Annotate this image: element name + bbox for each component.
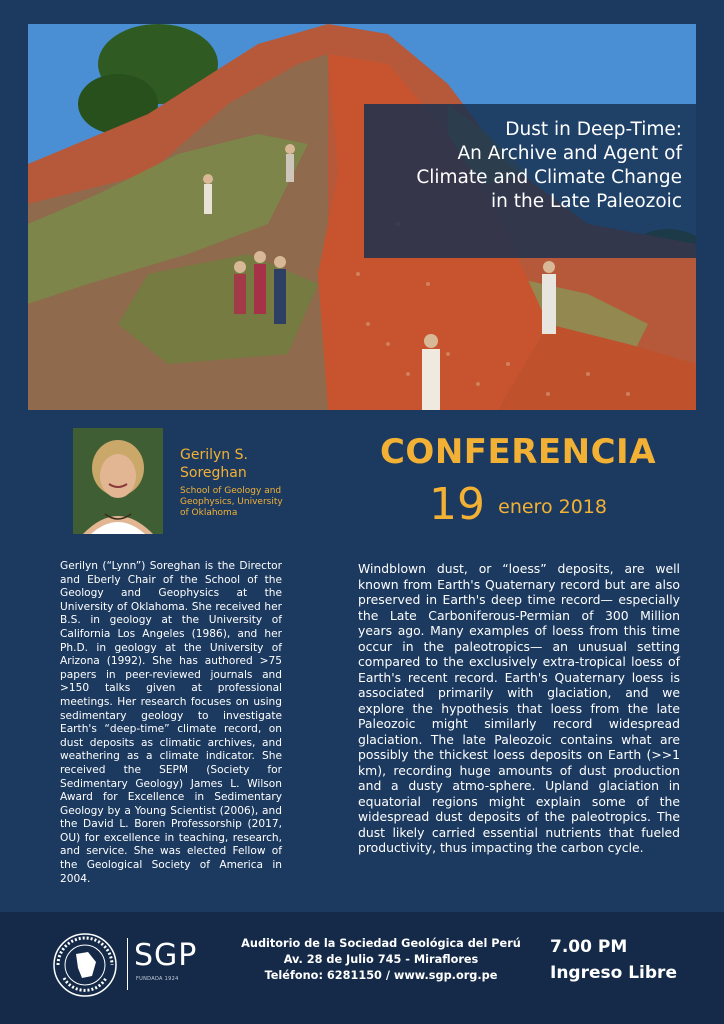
speaker-name-line: Soreghan: [180, 465, 247, 481]
event-time-info: [550, 934, 677, 986]
speaker-affiliation-line: School of Geology and: [180, 486, 282, 496]
speaker-portrait: [73, 428, 163, 534]
speaker-name-line: Gerilyn S.: [180, 447, 248, 463]
event-admission: Ingreso Libre: [550, 963, 677, 983]
speaker-affiliation-line: of Oklahoma: [180, 508, 238, 518]
hero-photo: [28, 24, 696, 410]
footer: [0, 912, 724, 1024]
conference-month-year: enero 2018: [498, 496, 607, 518]
event-title-line: Climate and Climate Change: [416, 167, 682, 188]
top-border: [0, 0, 724, 24]
event-title-box: [364, 104, 696, 258]
logo-divider: [127, 938, 128, 990]
conference-day: 19: [429, 479, 486, 530]
speaker-affiliation: [180, 486, 310, 519]
event-title-line: Dust in Deep-Time:: [505, 119, 682, 140]
sgp-logo-text: SGP: [134, 938, 198, 973]
sgp-logo-subtext: FUNDADA 1924: [136, 976, 179, 982]
venue-info: [236, 936, 526, 984]
speaker-name: [180, 446, 310, 482]
abstract-text: Windblown dust, or “loess” deposits, are well known from Earth's Quaternary record but are also preserved in Earth's deep time record— especially the Late Carboniferous-Permian of 300 Million years ago. Many examples of loess from this time occur in the paleotropics— an unusual setting compared to the exclusively extra-tropical loess of Earth's recent record. Earth's Quaternary loess is associated primarily with glaciation, and we explore the hypothesis that loess from the late Paleozoic might similarly record widespread glaciation. The late Paleozoic contains what are possibly the thickest loess deposits on Earth (>>1 km), recording huge amounts of dust production and a dusty atmo-sphere. Upland glaciation in equatorial regions might explain some of the widespread dust deposits of the paleotropics. The dust likely carried essential nutrients that fueled productivity, thus impacting the carbon cycle.: [358, 561, 680, 855]
event-title-line: An Archive and Agent of: [457, 143, 682, 164]
sgp-seal-icon: [52, 932, 118, 998]
speaker-affiliation-line: Geophysics, University: [180, 497, 283, 507]
venue-line: Auditorio de la Sociedad Geológica del Perú: [241, 937, 521, 950]
conference-label: CONFERENCIA: [379, 432, 657, 472]
event-title-line: in the Late Paleozoic: [491, 191, 682, 212]
venue-line: Teléfono: 6281150 / www.sgp.org.pe: [264, 969, 498, 982]
conference-date: [370, 480, 666, 530]
venue-line: Av. 28 de Julio 745 - Miraflores: [283, 953, 479, 966]
speaker-bio: Gerilyn (“Lynn”) Soreghan is the Director and Eberly Chair of the School of the Geology and Geophysics at the University of Oklahoma. She received her B.S. in geology at the University of California Los Angeles (1986), and her Ph.D. in geology at the University of Arizona (1992). She has authored >75 papers in peer-reviewed journals and >150 talks given at professional meetings. Her research focuses on using sedimentary geology to investigate Earth's “deep-time” climate record, on dust deposits as climatic archives, and weathering as a climate indicator. She received the SEPM (Society for Sedimentary Geology) James L. Wilson Award for Excellence in Sedimentary Geology by a Young Scientist (2006), and the David L. Boren Professorship (2017, OU) for excellence in teaching, research, and service. She was elected Fellow of the Geological Society of America in 2004.: [60, 560, 282, 885]
event-time: 7.00 PM: [550, 937, 628, 957]
